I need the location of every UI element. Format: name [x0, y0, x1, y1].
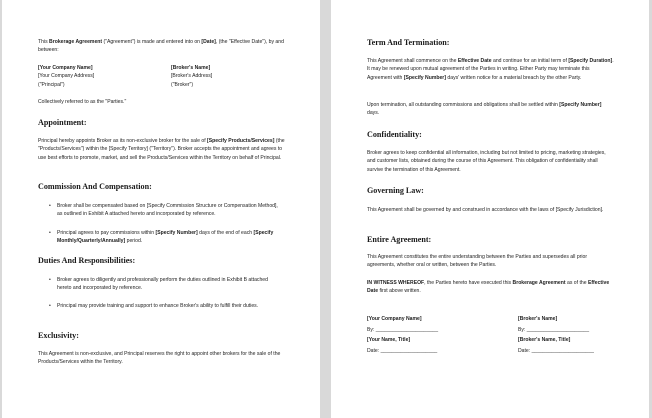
commission-bullet-1: • Broker shall be compensated based on [Specify Commission Structure or Compensation Method], as outlined in Exhibit A attached hereto and incorporated by reference. [57, 202, 282, 219]
signature-by-line[interactable]: By: ______________________ [367, 326, 439, 333]
document-page-2 [331, 0, 649, 418]
appointment-heading: Appointment: [38, 118, 87, 127]
principal-address: [Your Company Address] [38, 73, 95, 80]
signature-date-line[interactable]: Date: ____________________ [367, 347, 438, 354]
commission-heading: Commission And Compensation: [38, 182, 152, 191]
broker-party-block [171, 64, 301, 89]
signature-broker-name: [Broker's Name] [518, 316, 558, 322]
broker-address: [Broker's Address] [171, 73, 213, 80]
entire-agreement-paragraph: This Agreement constitutes the entire understanding between the Parties and supersedes all prior agreements, whether oral or written, between the Parties. [367, 254, 588, 269]
term-paragraph-2: Upon termination, all outstanding commissions and obligations shall be settled within [Specify Number] days. [367, 102, 602, 117]
signature-name-title: [Broker's Name, Title] [518, 337, 571, 344]
signature-company-name: [Your Company Name] [367, 316, 422, 322]
governing-law-paragraph: This Agreement shall be governed by and construed in accordance with the laws of [Specify Jurisdiction]. [367, 207, 604, 213]
term-heading: Term And Termination: [367, 38, 450, 47]
appointment-paragraph: Principal hereby appoints Broker as its non-exclusive broker for the sale of [Specify Products/Services] (the "Products/Services") within the [Specify Territory] ("Territory"). Broker accepts the appointment and agrees to use best efforts to promote, market, and sell the Products/Services within the Territory on behalf of Principal. [38, 138, 285, 161]
exclusivity-heading: Exclusivity: [38, 331, 79, 340]
document-page-1 [2, 0, 320, 418]
broker-signature-block [518, 314, 648, 356]
entire-agreement-heading: Entire Agreement: [367, 235, 432, 244]
term-paragraph-1: This Agreement shall commence on the Effective Date and continue for an initial term of [Specify Duration]. It may be renewed upon mutual agreement of the Parties in writing. Either Party may terminate this Agreement with [Specify Number] days' written notice for a material breach by the other Party. [367, 58, 614, 81]
collectively-text: Collectively referred to as the "Parties." [38, 99, 127, 105]
duties-bullet-2: • Principal may provide training and support to enhance Broker's ability to fulfill their duties. [57, 302, 282, 310]
governing-law-heading: Governing Law: [367, 186, 424, 195]
principal-signature-block [367, 314, 497, 356]
signature-by-line[interactable]: By: ______________________ [518, 326, 590, 333]
confidentiality-heading: Confidentiality: [367, 130, 422, 139]
witness-paragraph: IN WITNESS WHEREOF, the Parties hereto have executed this Brokerage Agreement as of the Effective Date first above written. [367, 280, 610, 295]
commission-bullet-2: • Principal agrees to pay commissions within [Specify Number] days of the end of each [Specify Monthly/Quarterly/Annually] period. [57, 229, 282, 246]
signature-date-line[interactable]: Date: ______________________ [518, 347, 594, 354]
broker-role: ("Broker") [171, 81, 194, 88]
principal-role: ("Principal") [38, 81, 65, 88]
principal-party-block [38, 64, 168, 89]
signature-name-title: [Your Name, Title] [367, 337, 411, 344]
duties-bullet-1: • Broker agrees to diligently and professionally perform the duties outlined in Exhibit B attached hereto and incorporated by reference. [57, 276, 282, 293]
confidentiality-paragraph: Broker agrees to keep confidential all information, including but not limited to pricing, marketing strategies, and customer lists, obtained during the course of this Agreement. This obligation of confidentiality shall survive the termination of this Agreement. [367, 150, 606, 173]
exclusivity-paragraph: This Agreement is non-exclusive, and Principal reserves the right to appoint other brokers for the sale of the Products/Services within the Territory. [38, 351, 281, 366]
duties-heading: Duties And Responsibilities: [38, 256, 136, 265]
principal-name: [Your Company Name] [38, 65, 93, 71]
broker-name: [Broker's Name] [171, 65, 211, 71]
intro-paragraph: This Brokerage Agreement ("Agreement") is made and entered into on [Date], (the "Effective Date"), by and between: [38, 39, 284, 54]
